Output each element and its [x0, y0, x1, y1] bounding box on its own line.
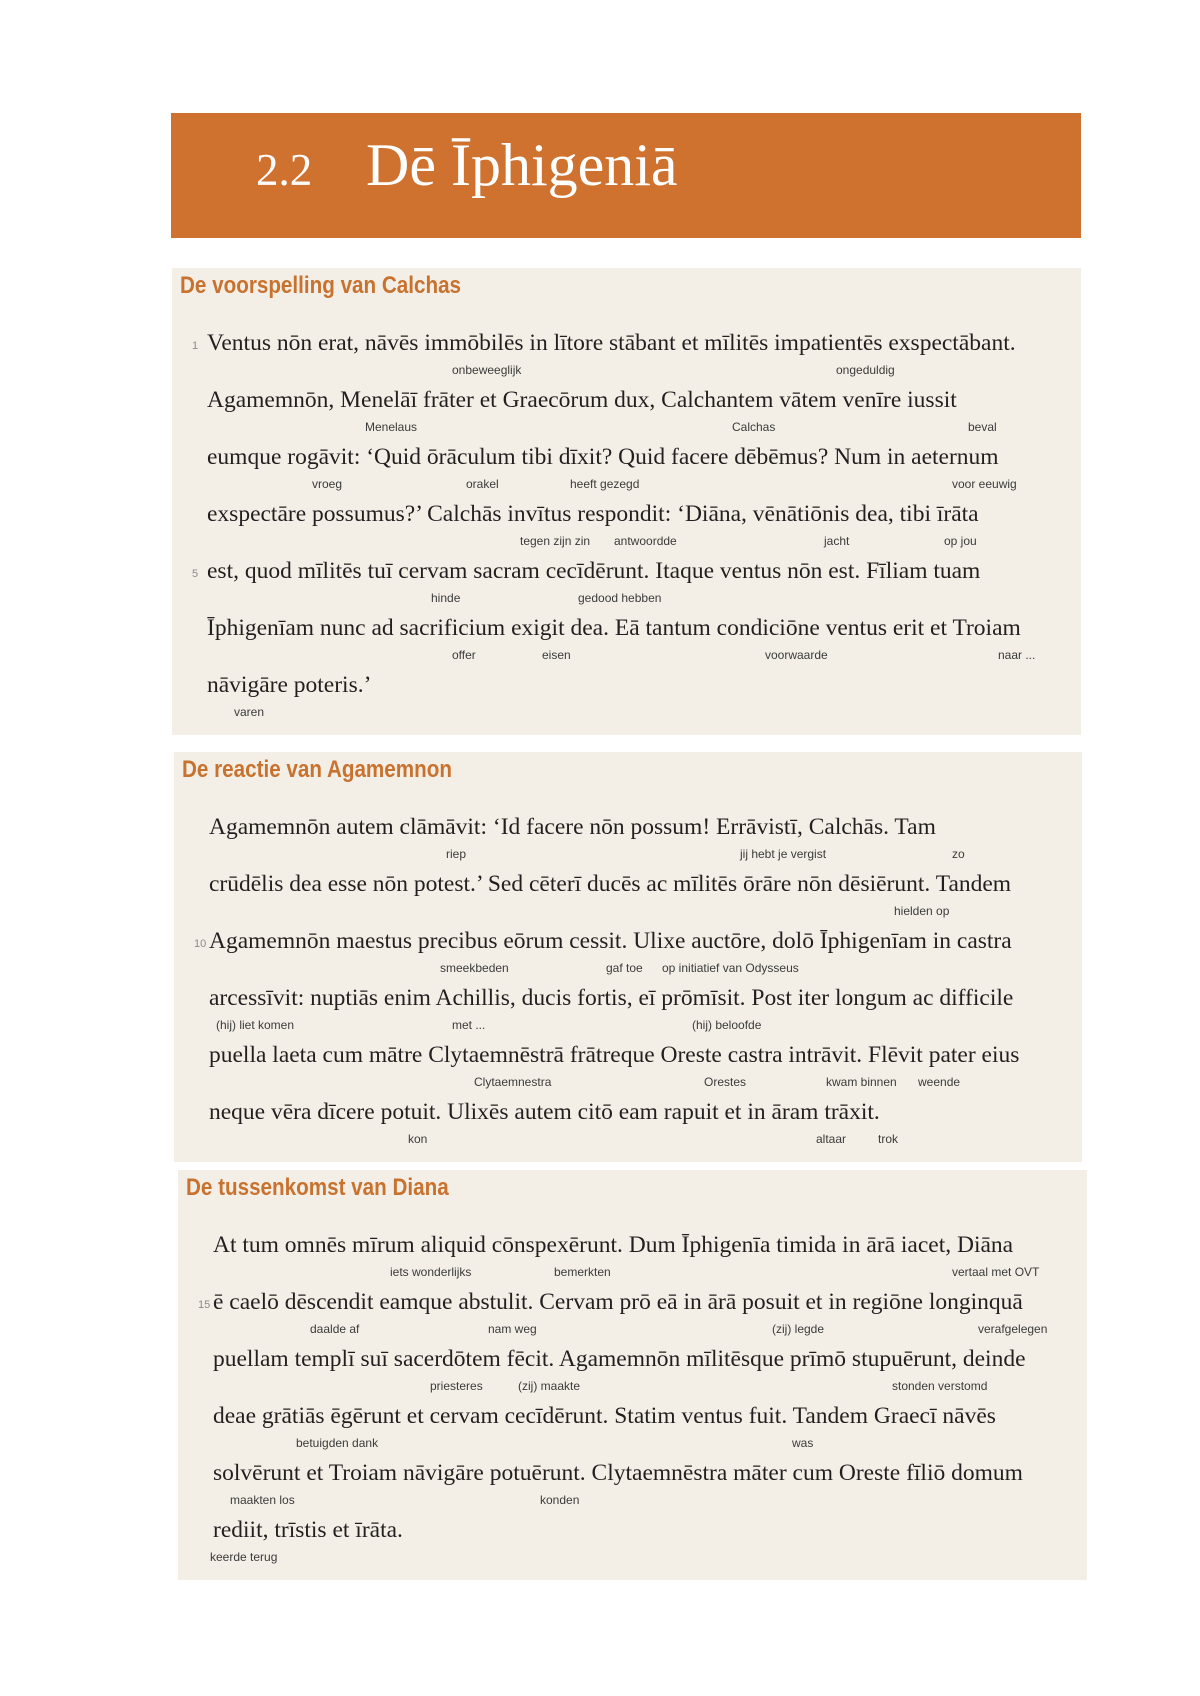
text-line [178, 1460, 1087, 1517]
text-line [178, 1346, 1087, 1403]
gloss: hinde [431, 591, 461, 605]
text-line [174, 1099, 1082, 1156]
text-line [172, 387, 1081, 444]
latin-text: crūdēlis dea esse nōn potest.’ Sed cēterī ducēs ac mīlitēs ōrāre nōn dēsiērunt. Tandem [209, 871, 1012, 897]
line-number: 5 [192, 568, 199, 580]
text-line [174, 985, 1082, 1042]
gloss: Clytaemnestra [474, 1075, 552, 1089]
gloss: op initiatief van Odysseus [662, 961, 799, 975]
text-line [178, 1232, 1087, 1289]
text-line [172, 615, 1081, 672]
gloss: beval [968, 420, 997, 434]
gloss: jacht [824, 534, 850, 548]
chapter-heading [256, 131, 678, 200]
gloss: (zij) maakte [518, 1379, 581, 1393]
gloss: betuigden dank [296, 1436, 379, 1450]
gloss: konden [540, 1493, 580, 1507]
gloss: naar ... [998, 648, 1036, 662]
text-line [178, 1403, 1087, 1460]
text-line [172, 444, 1081, 501]
gloss: trok [878, 1132, 899, 1146]
latin-text: Agamemnōn autem clāmāvit: ‘Id facere nōn possum! Errāvistī, Calchās. Tam [209, 814, 936, 840]
line-number: 1 [192, 340, 199, 352]
latin-text: neque vēra dīcere potuit. Ulixēs autem citō eam rapuit et in āram trāxit. [209, 1099, 880, 1125]
gloss: kwam binnen [826, 1075, 897, 1089]
text-line [174, 1042, 1082, 1099]
gloss: vroeg [312, 477, 343, 491]
latin-text: est, quod mīlitēs tuī cervam sacram cecīdērunt. Itaque ventus nōn est. Fīliam tuam [207, 558, 981, 584]
text-line [172, 330, 1081, 387]
text-line [172, 501, 1081, 558]
section-title: De voorspelling van Calchas [180, 272, 462, 299]
gloss: riep [446, 847, 467, 861]
section-agamemnon [174, 752, 1082, 1162]
latin-text: Agamemnōn maestus precibus eōrum cessit. Ulixe auctōre, dolō Īphigenīam in castra [209, 928, 1012, 954]
section-title: De tussenkomst van Diana [186, 1174, 449, 1201]
text-line [178, 1517, 1087, 1574]
text-line [174, 814, 1082, 871]
latin-text: puella laeta cum mātre Clytaemnēstrā frātreque Oreste castra intrāvit. Flēvit pater eius [209, 1042, 1020, 1068]
gloss: bemerkten [554, 1265, 611, 1279]
gloss: orakel [466, 477, 499, 491]
gloss: (hij) liet komen [216, 1018, 295, 1032]
gloss: was [792, 1436, 814, 1450]
gloss: Calchas [732, 420, 776, 434]
gloss: voor eeuwig [952, 477, 1017, 491]
gloss: gaf toe [606, 961, 643, 975]
gloss: tegen zijn zin [520, 534, 591, 548]
gloss: kon [408, 1132, 428, 1146]
gloss: jij hebt je vergist [740, 847, 827, 861]
latin-text: At tum omnēs mīrum aliquid cōnspexērunt. Dum Īphigenīa timida in ārā iacet, Diāna [213, 1232, 1014, 1258]
text-line [174, 928, 1082, 985]
text-line [172, 672, 1081, 729]
gloss: maakten los [230, 1493, 295, 1507]
latin-text: puellam templī suī sacerdōtem fēcit. Agamemnōn mīlitēsque prīmō stupuērunt, deinde [213, 1346, 1026, 1372]
gloss: Orestes [704, 1075, 747, 1089]
latin-text: deae grātiās ēgērunt et cervam cecīdērunt. Statim ventus fuit. Tandem Graecī nāvēs [213, 1403, 996, 1429]
gloss: (zij) legde [772, 1322, 825, 1336]
gloss: smeekbeden [440, 961, 509, 975]
latin-text: Agamemnōn, Menelāī frāter et Graecōrum dux, Calchantem vātem venīre iussit [207, 387, 957, 413]
latin-text: eumque rogāvit: ‘Quid ōrāculum tibi dīxit? Quid facere dēbēmus? Num in aeternum [207, 444, 999, 470]
latin-text: Īphigenīam nunc ad sacrificium exigit dea. Eā tantum condiciōne ventus erit et Troiam [207, 615, 1021, 641]
latin-text: ē caelō dēscendit eamque abstulit. Cervam prō eā in ārā posuit et in regiōne longinquā [213, 1289, 1023, 1315]
gloss: stonden verstomd [892, 1379, 988, 1393]
gloss: weende [918, 1075, 961, 1089]
gloss: heeft gezegd [570, 477, 640, 491]
section-calchas [172, 268, 1081, 735]
chapter-banner [171, 113, 1081, 238]
latin-text: Ventus nōn erat, nāvēs immōbilēs in lītore stābant et mīlitēs impatientēs exspectābant. [207, 330, 1016, 356]
line-number: 15 [198, 1299, 211, 1311]
text-line [172, 558, 1081, 615]
gloss: Menelaus [365, 420, 418, 434]
gloss: zo [952, 847, 965, 861]
text-line [178, 1289, 1087, 1346]
chapter-title: Dē Īphigeniā [366, 132, 678, 198]
gloss: altaar [816, 1132, 847, 1146]
gloss: voorwaarde [765, 648, 828, 662]
gloss: ongeduldig [836, 363, 895, 377]
gloss: iets wonderlijks [390, 1265, 472, 1279]
latin-text: nāvigāre poteris.’ [207, 672, 372, 698]
gloss: offer [452, 648, 476, 662]
gloss: onbeweeglijk [452, 363, 522, 377]
text-line [174, 871, 1082, 928]
gloss: keerde terug [210, 1550, 278, 1564]
chapter-number: 2.2 [256, 145, 313, 195]
gloss: priesteres [430, 1379, 483, 1393]
section-title: De reactie van Agamemnon [182, 756, 452, 783]
gloss: gedood hebben [578, 591, 662, 605]
gloss: varen [234, 705, 265, 719]
gloss: verafgelegen [978, 1322, 1048, 1336]
gloss: vertaal met OVT [952, 1265, 1040, 1279]
latin-text: exspectāre possumus?’ Calchās invītus respondit: ‘Diāna, vēnātiōnis dea, tibi īrāta [207, 501, 979, 527]
gloss: eisen [542, 648, 571, 662]
line-number: 10 [194, 938, 207, 950]
gloss: antwoordde [614, 534, 677, 548]
section-diana [178, 1170, 1087, 1580]
latin-text: solvērunt et Troiam nāvigāre potuērunt. Clytaemnēstra māter cum Oreste fīliō domum [213, 1460, 1023, 1486]
gloss: nam weg [488, 1322, 537, 1336]
gloss: hielden op [894, 904, 950, 918]
latin-text: arcessīvit: nuptiās enim Achillis, ducis fortis, eī prōmīsit. Post iter longum ac difficile [209, 985, 1014, 1011]
gloss: met ... [452, 1018, 486, 1032]
gloss: op jou [944, 534, 977, 548]
latin-text: rediit, trīstis et īrāta. [213, 1517, 403, 1543]
gloss: (hij) beloofde [692, 1018, 762, 1032]
gloss: daalde af [310, 1322, 360, 1336]
